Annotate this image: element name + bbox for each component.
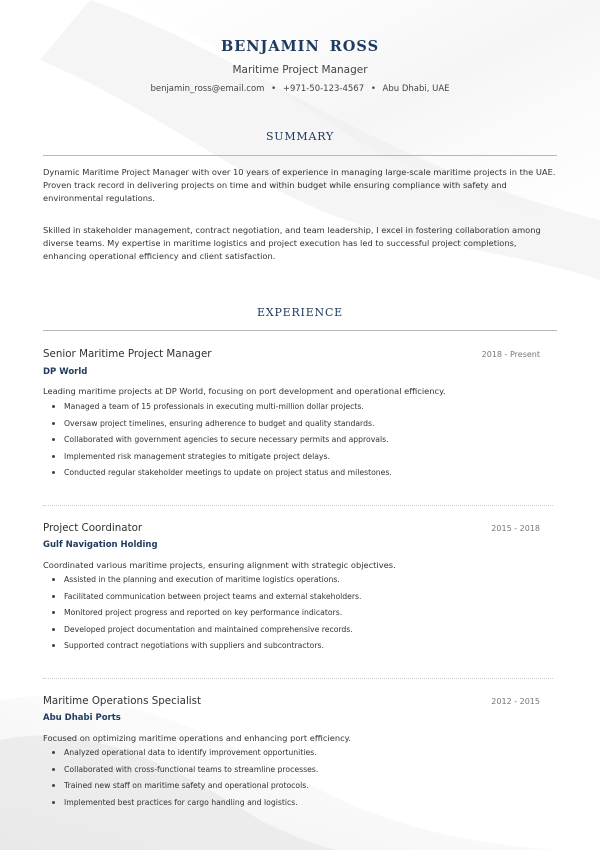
job-bullet: Implemented best practices for cargo handling and logistics. [43, 796, 543, 813]
job-bullet: Supported contract negotiations with suppliers and subcontractors. [43, 639, 543, 656]
job-description: Leading maritime projects at DP World, focusing on port development and operational efficiency. [43, 386, 446, 396]
job-bullet: Assisted in the planning and execution of maritime logistics operations. [43, 573, 543, 590]
job-dates: 2015 - 2018 [491, 524, 540, 533]
contact-line [0, 84, 600, 94]
summary-divider [43, 155, 557, 156]
job-company: Abu Dhabi Ports [43, 713, 121, 723]
separator-dot: • [271, 84, 277, 94]
job-dates: 2012 - 2015 [491, 697, 540, 706]
separator-dot: • [370, 84, 376, 94]
job-company: DP World [43, 367, 88, 377]
experience-heading: EXPERIENCE [256, 306, 344, 319]
job-title: Project Coordinator [43, 522, 143, 534]
email-text[interactable]: benjamin_ross@email.com [150, 84, 265, 94]
job-bullet: Monitored project progress and reported on key performance indicators. [43, 606, 543, 623]
summary-heading: SUMMARY [265, 130, 335, 143]
job-separator [43, 505, 553, 506]
experience-divider [43, 330, 557, 331]
job-bullet: Collaborated with government agencies to secure necessary permits and approvals. [43, 433, 543, 450]
job-title: Senior Maritime Project Manager [43, 348, 212, 360]
job-bullet: Conducted regular stakeholder meetings to update on project status and milestones. [43, 466, 543, 483]
job-bullet: Oversaw project timelines, ensuring adherence to budget and quality standards. [43, 417, 543, 434]
summary-paragraph: Skilled in stakeholder management, contract negotiation, and team leadership, I excel in fostering collaboration among diverse teams. My expertise in maritime logistics and project execution has led to successful project completions, enhancing operational efficiency and client satisfaction. [43, 225, 541, 262]
job-bullet-list [43, 746, 543, 812]
job-bullet: Developed project documentation and maintained comprehensive records. [43, 623, 543, 640]
candidate-name: BENJAMIN ROSS [220, 38, 380, 55]
phone-text[interactable]: +971-50-123-4567 [282, 84, 365, 94]
candidate-title: Maritime Project Manager [232, 64, 368, 76]
summary-paragraph: Dynamic Maritime Project Manager with over 10 years of experience in managing large-scale maritime projects in the UAE. Proven track record in delivering projects on time and within budget while ensuring compliance with safety and environmental regulations. [43, 167, 556, 204]
job-bullet: Implemented risk management strategies to mitigate project delays. [43, 450, 543, 467]
location-text: Abu Dhabi, UAE [382, 84, 450, 94]
job-description: Coordinated various maritime projects, ensuring alignment with strategic objectives. [43, 560, 396, 570]
job-bullet: Facilitated communication between project teams and external stakeholders. [43, 590, 543, 607]
job-company: Gulf Navigation Holding [43, 540, 158, 550]
job-dates: 2018 - Present [481, 350, 540, 359]
job-title: Maritime Operations Specialist [43, 695, 202, 707]
job-bullet: Trained new staff on maritime safety and operational protocols. [43, 779, 543, 796]
job-bullet: Analyzed operational data to identify improvement opportunities. [43, 746, 543, 763]
job-bullet-list [43, 400, 543, 483]
job-bullet: Collaborated with cross-functional teams to streamline processes. [43, 763, 543, 780]
job-bullet: Managed a team of 15 professionals in executing multi-million dollar projects. [43, 400, 543, 417]
job-bullet-list [43, 573, 543, 656]
job-description: Focused on optimizing maritime operations and enhancing port efficiency. [43, 733, 352, 743]
job-separator [43, 678, 553, 679]
